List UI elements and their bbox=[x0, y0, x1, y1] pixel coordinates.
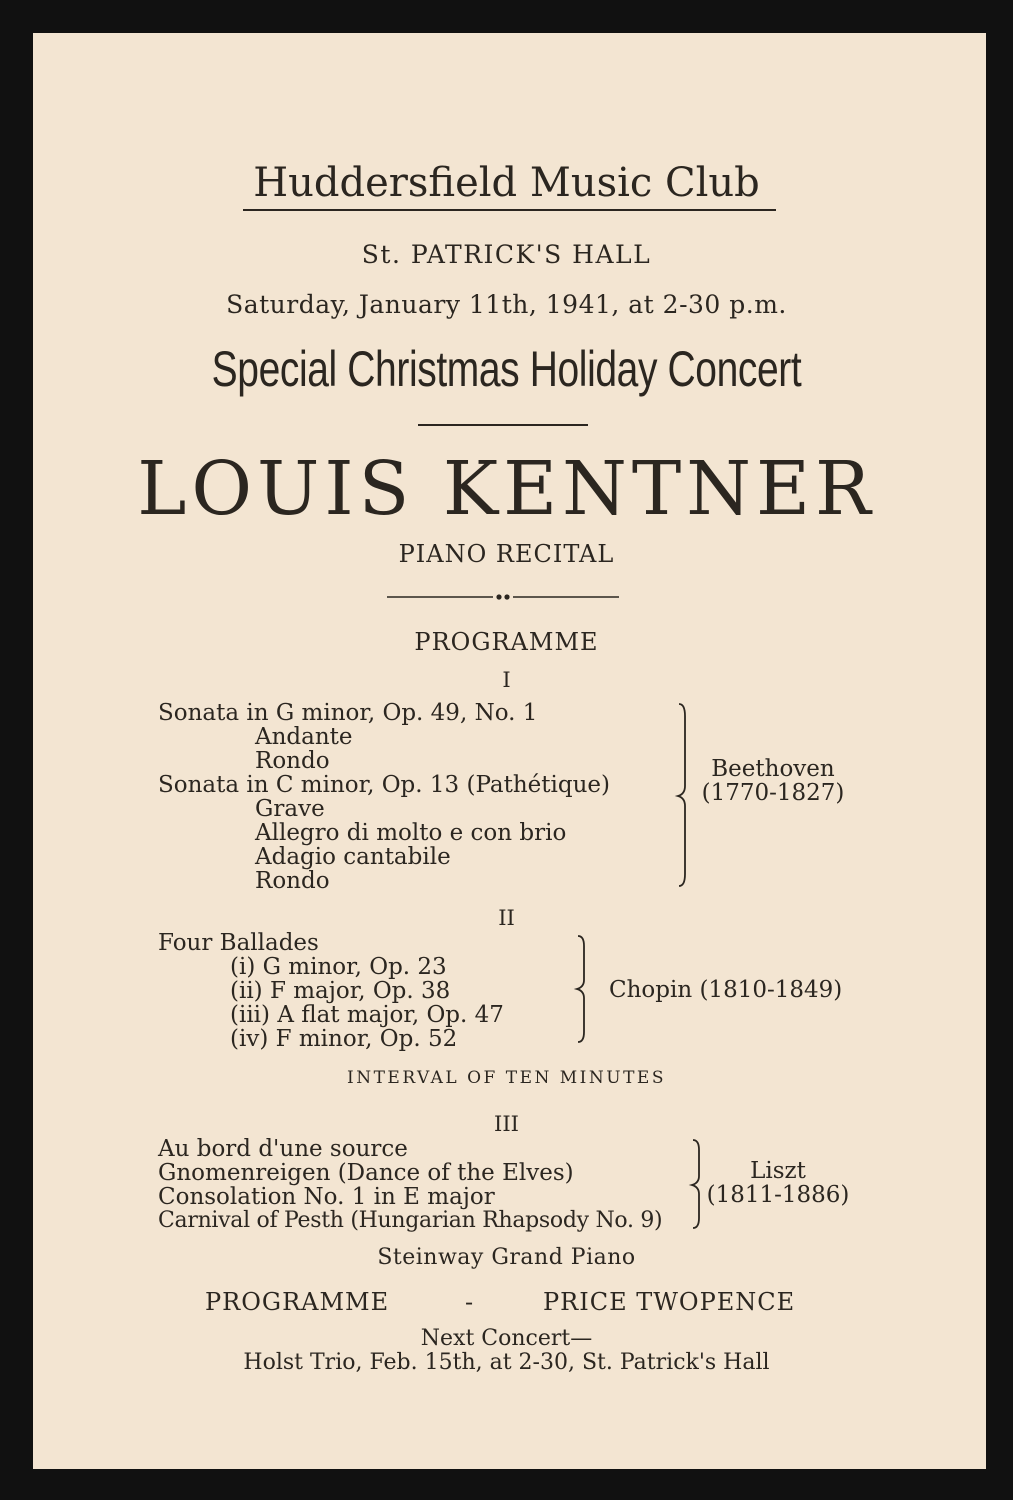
composer-dates: (1811-1886) bbox=[706, 1182, 850, 1208]
part-numeral-2: II bbox=[498, 906, 515, 930]
next-concert-detail: Holst Trio, Feb. 15th, at 2-30, St. Patrick's Hall bbox=[243, 1350, 770, 1375]
list-item: Sonata in G minor, Op. 49, No. 1 bbox=[158, 700, 538, 726]
list-item: Four Ballades bbox=[158, 930, 319, 956]
list-item: Andante bbox=[255, 724, 353, 750]
piano-note: Steinway Grand Piano bbox=[377, 1245, 636, 1270]
title-underline bbox=[243, 209, 776, 211]
list-item: Au bord d'une source bbox=[158, 1136, 408, 1162]
price-label: PRICE TWOPENCE bbox=[543, 1288, 796, 1316]
composer-name: Liszt bbox=[750, 1158, 806, 1184]
list-item: (iv) F minor, Op. 52 bbox=[230, 1026, 458, 1052]
brace bbox=[575, 934, 591, 1046]
ornament-divider bbox=[387, 590, 619, 604]
price-separator: - bbox=[465, 1288, 474, 1316]
event-date: Saturday, January 11th, 1941, at 2-30 p.m. bbox=[226, 290, 787, 319]
list-item: Grave bbox=[255, 796, 325, 822]
list-item: Carnival of Pesth (Hungarian Rhapsody No. 9) bbox=[158, 1208, 663, 1233]
programme-label: PROGRAMME bbox=[205, 1288, 390, 1316]
list-item: Adagio cantabile bbox=[255, 844, 451, 870]
list-item: Sonata in C minor, Op. 13 (Pathétique) bbox=[158, 772, 610, 798]
list-item: Gnomenreigen (Dance of the Elves) bbox=[158, 1160, 574, 1186]
divider bbox=[418, 424, 588, 426]
venue: St. PATRICK'S HALL bbox=[361, 240, 652, 269]
list-item: (ii) F major, Op. 38 bbox=[230, 978, 451, 1004]
list-item: (i) G minor, Op. 23 bbox=[230, 954, 447, 980]
next-concert-label: Next Concert— bbox=[420, 1326, 593, 1351]
concert-title: Special Christmas Holiday Concert bbox=[211, 341, 802, 397]
list-item: Consolation No. 1 in E major bbox=[158, 1184, 495, 1210]
recital-subtitle: PIANO RECITAL bbox=[398, 540, 615, 568]
part-numeral-3: III bbox=[494, 1112, 519, 1136]
programme-heading: PROGRAMME bbox=[414, 628, 599, 656]
artist-name: LOUIS KENTNER bbox=[137, 446, 876, 532]
list-item: Rondo bbox=[255, 748, 330, 774]
composer-dates: (1770-1827) bbox=[701, 780, 845, 806]
club-name: Huddersfield Music Club bbox=[253, 160, 760, 206]
composer-name: Beethoven bbox=[711, 756, 835, 782]
interval-notice: INTERVAL OF TEN MINUTES bbox=[346, 1068, 666, 1088]
list-item: Rondo bbox=[255, 868, 330, 894]
list-item: (iii) A flat major, Op. 47 bbox=[230, 1002, 504, 1028]
list-item: Allegro di molto e con brio bbox=[255, 820, 567, 846]
composer-name: Chopin (1810-1849) bbox=[609, 977, 843, 1003]
part-numeral-1: I bbox=[502, 668, 511, 692]
